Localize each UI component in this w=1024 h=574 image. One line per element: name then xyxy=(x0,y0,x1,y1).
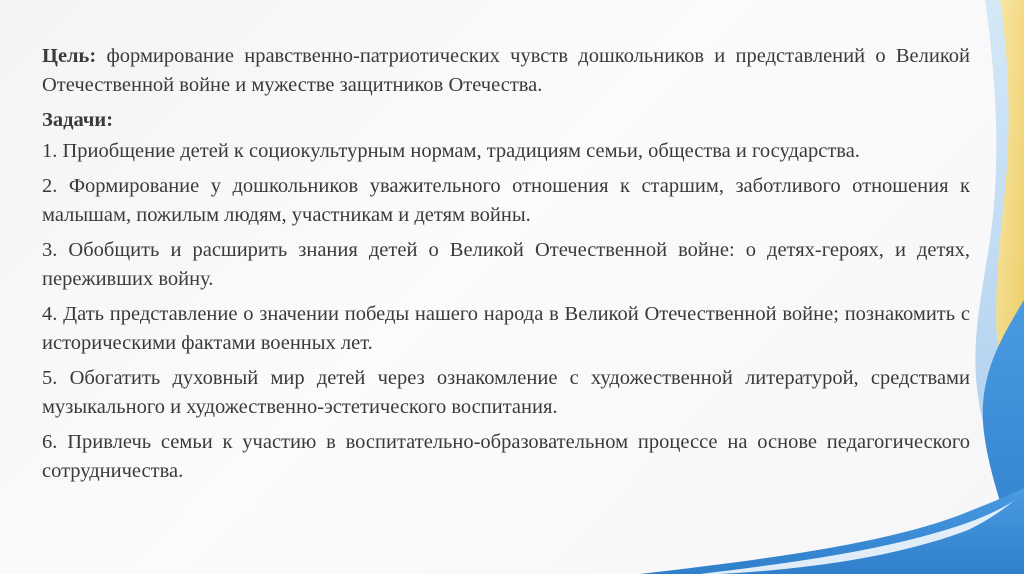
task-item-6: 6. Привлечь семьи к участию в воспитательно-образовательном процессе на основе педагогического сотрудничества. xyxy=(42,431,970,482)
tasks-label: Задачи: xyxy=(42,109,114,131)
task-item-4: 4. Дать представление о значении победы нашего народа в Великой Отечественной войне; познакомить с историческими фактами военных лет. xyxy=(42,303,970,354)
task-item-5: 5. Обогатить духовный мир детей через ознакомление с художественной литературой, средствами музыкального и художественно-эстетического воспитания. xyxy=(42,367,970,418)
task-item-2: 2. Формирование у дошкольников уважительного отношения к старшим, заботливого отношения к малышам, пожилым людям, участникам и детям войны. xyxy=(42,175,970,226)
slide-content xyxy=(42,42,970,492)
task-item-3: 3. Обобщить и расширить знания детей о Великой Отечественной войне: о детях-героях, и детях, переживших войну. xyxy=(42,239,970,290)
task-item-1: 1. Приобщение детей к социокультурным нормам, традициям семьи, общества и государства. xyxy=(42,140,860,162)
tasks-heading xyxy=(42,106,970,135)
goal-paragraph xyxy=(42,42,970,100)
goal-label: Цель: xyxy=(42,45,97,67)
goal-text: формирование нравственно-патриотических чувств дошкольников и представлений о Великой Отечественной войне и мужестве защитников Отечества. xyxy=(42,45,970,96)
